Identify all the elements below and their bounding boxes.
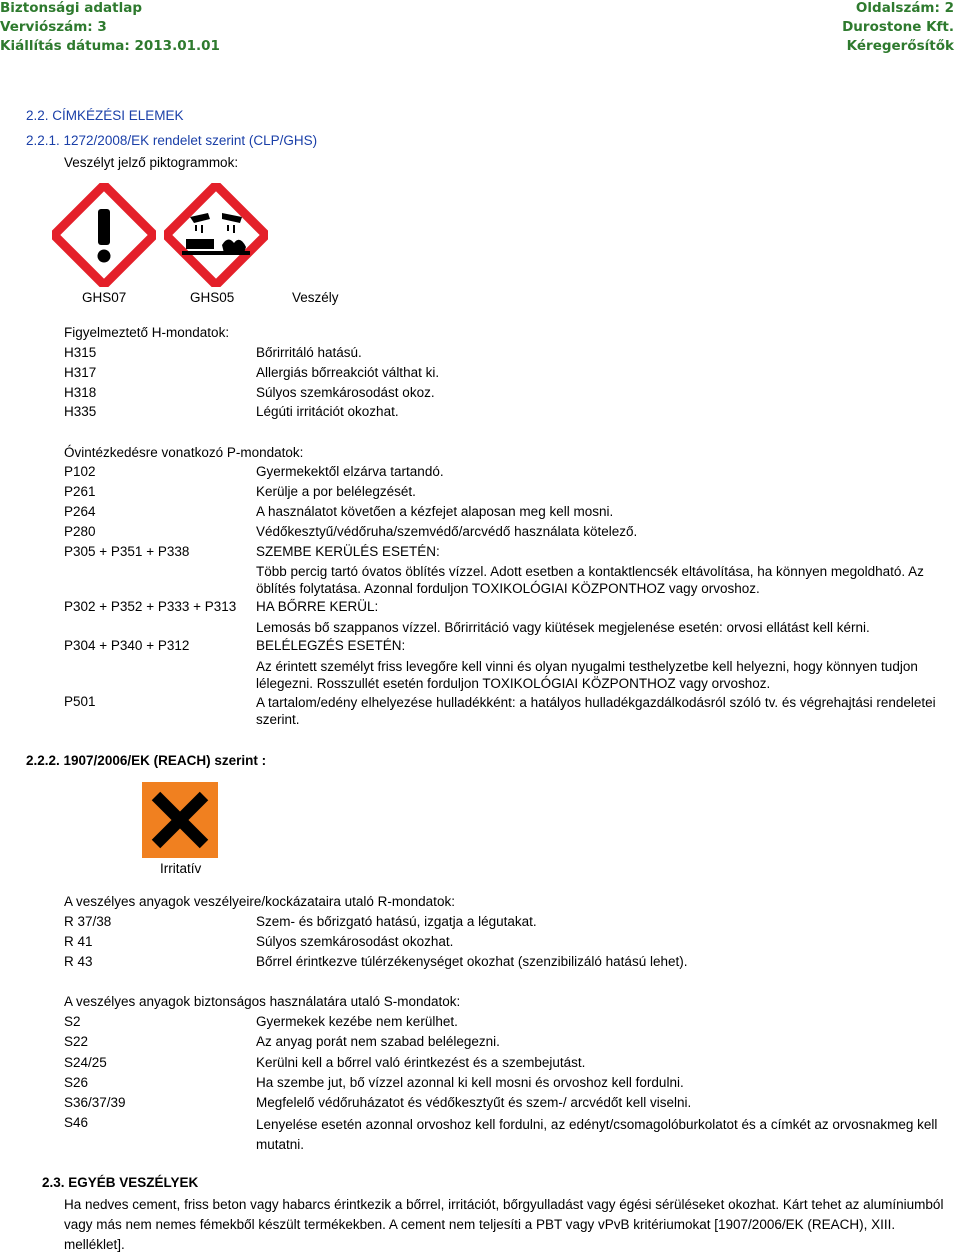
r-phrases-title: A veszélyes anyagok veszélyeire/kockázataira utaló R-mondatok: bbox=[64, 894, 455, 909]
section-2-3: 2.3. EGYÉB VESZÉLYEK bbox=[42, 1175, 199, 1190]
p-code: P280 bbox=[64, 524, 96, 539]
signal-word: Veszély bbox=[292, 290, 339, 305]
p-text: Kerülje a por belélegzését. bbox=[256, 484, 416, 499]
s-text: Az anyag porát nem szabad belélegezni. bbox=[256, 1034, 500, 1049]
p-text: A használatot követően a kézfejet alaposan meg kell mosni. bbox=[256, 504, 614, 519]
s-text: Lenyelése esetén azonnal orvoshoz kell fordulni, az edényt/csomagolóburkolatot és a címkét az orvosnakmeg kell mutatni. bbox=[256, 1117, 938, 1152]
irritant-label: Irritatív bbox=[160, 861, 202, 876]
irritant-x-icon bbox=[142, 782, 218, 858]
s-code: S36/37/39 bbox=[64, 1095, 126, 1110]
s-code: S26 bbox=[64, 1075, 89, 1090]
s-text: Kerülni kell a bőrrel való érintkezést és a szembejutást. bbox=[256, 1055, 586, 1070]
page-number: Oldalszám: 2 bbox=[855, 0, 954, 16]
h-code: H317 bbox=[64, 365, 97, 380]
p-code: P102 bbox=[64, 464, 96, 479]
p-code: P261 bbox=[64, 484, 96, 499]
h-text: Légúti irritációt okozhat. bbox=[256, 404, 399, 419]
h-text: Súlyos szemkárosodást okoz. bbox=[256, 385, 435, 400]
s-phrases-title: A veszélyes anyagok biztonságos használatára utaló S-mondatok: bbox=[64, 994, 461, 1009]
h-code: H318 bbox=[64, 385, 97, 400]
h-statements-title: Figyelmeztető H-mondatok: bbox=[64, 325, 230, 340]
section-2-2-1: 2.2.1. 1272/2008/EK rendelet szerint (CLP/GHS) bbox=[26, 133, 318, 148]
r-code: R 37/38 bbox=[64, 914, 112, 929]
p-text: Több percig tartó óvatos öblítés vízzel. Adott esetben a kontaktlencsék eltávolítása, ha könnyen megoldható. Az öblítés folytatása. Azonnal forduljon TOXIKOLÓGIAI KÖZPONTHOZ vagy orvoshoz. bbox=[256, 564, 924, 596]
p-text: A tartalom/edény elhelyezése hulladékként: a hatályos hulladékgazdálkodásról szóló tv. és végrehajtási rendeletei szerint. bbox=[256, 695, 936, 727]
ghs07-label: GHS07 bbox=[82, 290, 127, 305]
h-code: H335 bbox=[64, 404, 97, 419]
other-hazards-text: Ha nedves cement, friss beton vagy habarcs érintkezik a bőrrel, irritációt, bőrgyulladást vagy égési sérüléseket okozhat. Kárt tehet az alumíniumból vagy más nem nemes fémekből készült termékekben. A cement nem teljesíti a PBT vagy vPvB kritériumokat [1907/2006/EK (REACH), XIII. melléklet]. bbox=[64, 1197, 944, 1252]
s-code: S2 bbox=[64, 1014, 81, 1029]
r-text: Súlyos szemkárosodást okozhat. bbox=[256, 934, 454, 949]
section-2-2: 2.2. CÍMKÉZÉSI ELEMEK bbox=[26, 108, 184, 123]
p-text: Az érintett személyt friss levegőre kell vinni és olyan nyugalmi testhelyzetbe kell helyezni, hogy könnyen tudjon lélegezni. Rosszullét esetén forduljon TOXIKOLÓGIAI KÖZPONTHOZ vagy orvoshoz. bbox=[256, 659, 918, 691]
version: Verviószám: 3 bbox=[0, 19, 107, 35]
p-code: P501 bbox=[64, 694, 96, 709]
doc-title: Biztonsági adatlap bbox=[0, 0, 142, 16]
s-code: S22 bbox=[64, 1034, 89, 1049]
h-text: Bőrirritáló hatású. bbox=[256, 345, 362, 360]
r-text: Szem- és bőrizgató hatású, izgatja a légutakat. bbox=[256, 914, 537, 929]
section-2-2-2: 2.2.2. 1907/2006/EK (REACH) szerint : bbox=[26, 753, 267, 768]
s-text: Megfelelő védőruházatot és védőkesztyűt és szem-/ arcvédőt kell viselni. bbox=[256, 1095, 692, 1110]
h-text: Allergiás bőrreakciót válthat ki. bbox=[256, 365, 440, 380]
pictograms-label: Veszélyt jelző piktogrammok: bbox=[64, 155, 239, 170]
p-statements-title: Óvintézkedésre vonatkozó P-mondatok: bbox=[64, 445, 304, 460]
p-code: P302 + P352 + P333 + P313 bbox=[64, 599, 237, 614]
r-code: R 43 bbox=[64, 954, 93, 969]
p-code: P304 + P340 + P312 bbox=[64, 638, 190, 653]
p-text: Védőkesztyű/védőruha/szemvédő/arcvédő használata kötelező. bbox=[256, 524, 638, 539]
issue-date: Kiállítás dátuma: 2013.01.01 bbox=[0, 38, 220, 54]
company: Durostone Kft. bbox=[842, 19, 954, 35]
s-text: Gyermekek kezébe nem kerülhet. bbox=[256, 1014, 458, 1029]
s-code: S24/25 bbox=[64, 1055, 107, 1070]
p-heading: SZEMBE KERÜLÉS ESETÉN: bbox=[256, 544, 440, 559]
s-code: S46 bbox=[64, 1115, 89, 1130]
p-code: P264 bbox=[64, 504, 96, 519]
product: Kéregerősítők bbox=[846, 38, 954, 54]
p-text: Lemosás bő szappanos vízzel. Bőrirritáció vagy kiütések megjelenése esetén: orvosi ellátást kell kérni. bbox=[256, 620, 870, 635]
p-heading: HA BŐRRE KERÜL: bbox=[256, 599, 379, 614]
ghs07-exclamation-icon bbox=[52, 183, 156, 287]
ghs05-corrosion-icon bbox=[164, 183, 268, 287]
r-text: Bőrrel érintkezve túlérzékenységet okozhat (szenzibilizáló hatású lehet). bbox=[256, 954, 688, 969]
h-code: H315 bbox=[64, 345, 97, 360]
p-code: P305 + P351 + P338 bbox=[64, 544, 190, 559]
ghs05-label: GHS05 bbox=[190, 290, 235, 305]
r-code: R 41 bbox=[64, 934, 93, 949]
p-text: Gyermekektől elzárva tartandó. bbox=[256, 464, 444, 479]
s-text: Ha szembe jut, bő vízzel azonnal ki kell mosni és orvoshoz kell fordulni. bbox=[256, 1075, 684, 1090]
p-heading: BELÉLEGZÉS ESETÉN: bbox=[256, 638, 406, 653]
